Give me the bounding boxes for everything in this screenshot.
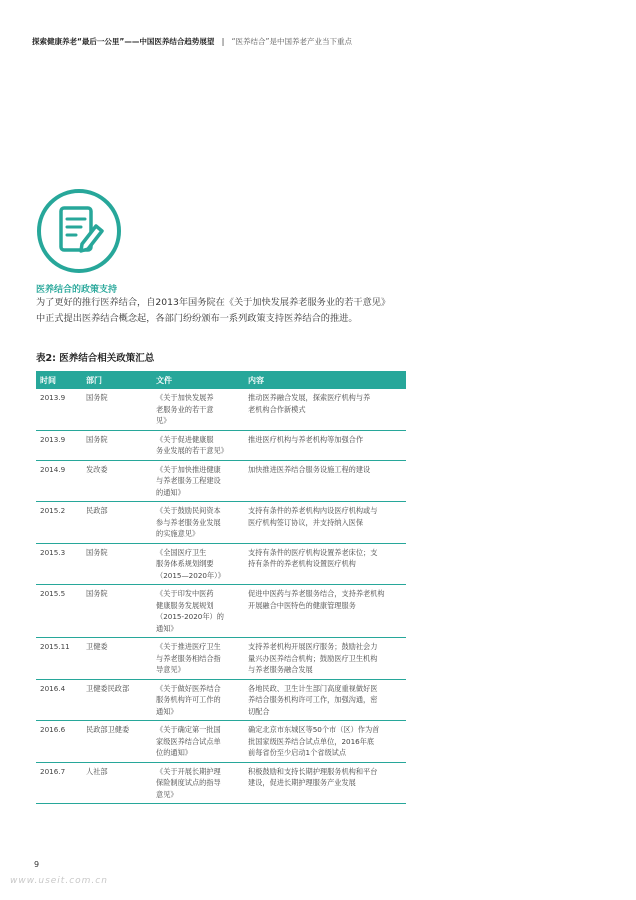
table-row bbox=[36, 762, 406, 804]
table-title: 表2: 医养结合相关政策汇总 bbox=[36, 353, 155, 364]
cell-content: 推动医养融合发展，探索医疗机构与养 老机构合作新模式 bbox=[244, 389, 406, 430]
header-title: 探索健康养老“最后一公里” bbox=[32, 37, 125, 46]
cell-date: 2013.9 bbox=[36, 389, 82, 430]
cell-dept: 发改委 bbox=[82, 460, 152, 502]
page-number: 9 bbox=[34, 860, 40, 869]
cell-content: 各地民政、卫生计生部门高度重视做好医 养结合服务机构许可工作，加强沟通，密 切配合 bbox=[244, 679, 406, 721]
cell-content: 支持有条件的养老机构内设医疗机构或与 医疗机构签订协议，并支持纳入医保 bbox=[244, 502, 406, 544]
cell-dept: 国务院 bbox=[82, 389, 152, 430]
column-header-dept: 部门 bbox=[82, 371, 152, 389]
cell-date: 2014.9 bbox=[36, 460, 82, 502]
cell-content: 促进中医药与养老服务结合，支持养老机构 开展融合中医特色的健康管理服务 bbox=[244, 585, 406, 638]
cell-content: 加快推进医养结合服务设施工程的建设 bbox=[244, 460, 406, 502]
table-row bbox=[36, 585, 406, 638]
table-row bbox=[36, 430, 406, 460]
cell-date: 2013.9 bbox=[36, 430, 82, 460]
cell-date: 2016.6 bbox=[36, 721, 82, 763]
cell-date: 2015.5 bbox=[36, 585, 82, 638]
cell-doc: 《关于做好医养结合 服务机构许可工作的 通知》 bbox=[152, 679, 244, 721]
cell-doc: 《全国医疗卫生 服务体系规划纲要 （2015—2020年）》 bbox=[152, 543, 244, 585]
header-divider: | bbox=[221, 37, 225, 46]
table-row bbox=[36, 679, 406, 721]
table-header-row bbox=[36, 371, 406, 389]
cell-doc: 《关于鼓励民间资本 参与养老服务业发展 的实施意见》 bbox=[152, 502, 244, 544]
section-title: 医养结合的政策支持 bbox=[36, 285, 118, 295]
cell-dept: 人社部 bbox=[82, 762, 152, 804]
cell-dept: 民政部卫健委 bbox=[82, 721, 152, 763]
cell-doc: 《关于推进医疗卫生 与养老服务相结合指 导意见》 bbox=[152, 638, 244, 680]
cell-date: 2016.7 bbox=[36, 762, 82, 804]
cell-date: 2015.3 bbox=[36, 543, 82, 585]
table-body bbox=[36, 389, 406, 804]
cell-content: 积极鼓励和支持长期护理服务机构和平台 建设，促进长期护理服务产业发展 bbox=[244, 762, 406, 804]
cell-dept: 民政部 bbox=[82, 502, 152, 544]
table-row bbox=[36, 460, 406, 502]
cell-dept: 国务院 bbox=[82, 430, 152, 460]
cell-doc: 《关于加快推进健康 与养老服务工程建设 的通知》 bbox=[152, 460, 244, 502]
cell-doc: 《关于确定第一批国 家级医养结合试点单 位的通知》 bbox=[152, 721, 244, 763]
cell-doc: 《关于促进健康服 务业发展的若干意见》 bbox=[152, 430, 244, 460]
cell-doc: 《关于印发中医药 健康服务发展规划 （2015-2020年）的 通知》 bbox=[152, 585, 244, 638]
document-pen-icon bbox=[36, 188, 122, 274]
table-row bbox=[36, 502, 406, 544]
intro-paragraph bbox=[36, 295, 416, 327]
cell-doc: 《关于开展长期护理 保险制度试点的指导 意见》 bbox=[152, 762, 244, 804]
table-row bbox=[36, 638, 406, 680]
watermark: www.useit.com.cn bbox=[10, 876, 108, 886]
column-header-date: 时间 bbox=[36, 371, 82, 389]
intro-line: 中正式提出医养结合概念起，各部门纷纷颁布一系列政策支持医养结合的推进。 bbox=[36, 313, 358, 324]
cell-doc: 《关于加快发展养 老服务业的若干意 见》 bbox=[152, 389, 244, 430]
page-header bbox=[32, 36, 612, 47]
table-row bbox=[36, 389, 406, 430]
cell-date: 2015.11 bbox=[36, 638, 82, 680]
header-section: “医养结合”是中国养老产业当下重点 bbox=[231, 37, 352, 46]
column-header-content: 内容 bbox=[244, 371, 406, 389]
cell-content: 推进医疗机构与养老机构等加强合作 bbox=[244, 430, 406, 460]
intro-line: 为了更好的推行医养结合，自2013年国务院在《关于加快发展养老服务业的若干意见》 bbox=[36, 297, 391, 308]
header-subtitle: ——中国医养结合趋势展望 bbox=[124, 37, 215, 46]
cell-content: 支持养老机构开展医疗服务；鼓励社会力 量兴办医养结合机构；鼓励医疗卫生机构 与养老服务融合发展 bbox=[244, 638, 406, 680]
table-row bbox=[36, 543, 406, 585]
cell-dept: 国务院 bbox=[82, 585, 152, 638]
cell-dept: 卫健委 bbox=[82, 638, 152, 680]
cell-date: 2015.2 bbox=[36, 502, 82, 544]
cell-content: 确定北京市东城区等50个市（区）作为首 批国家级医养结合试点单位，2016年底 前每省份至少启动1个省级试点 bbox=[244, 721, 406, 763]
cell-dept: 卫健委民政部 bbox=[82, 679, 152, 721]
table-row bbox=[36, 721, 406, 763]
column-header-doc: 文件 bbox=[152, 371, 244, 389]
cell-dept: 国务院 bbox=[82, 543, 152, 585]
cell-date: 2016.4 bbox=[36, 679, 82, 721]
policy-table bbox=[36, 371, 406, 804]
cell-content: 支持有条件的医疗机构设置养老床位；支 持有条件的养老机构设置医疗机构 bbox=[244, 543, 406, 585]
